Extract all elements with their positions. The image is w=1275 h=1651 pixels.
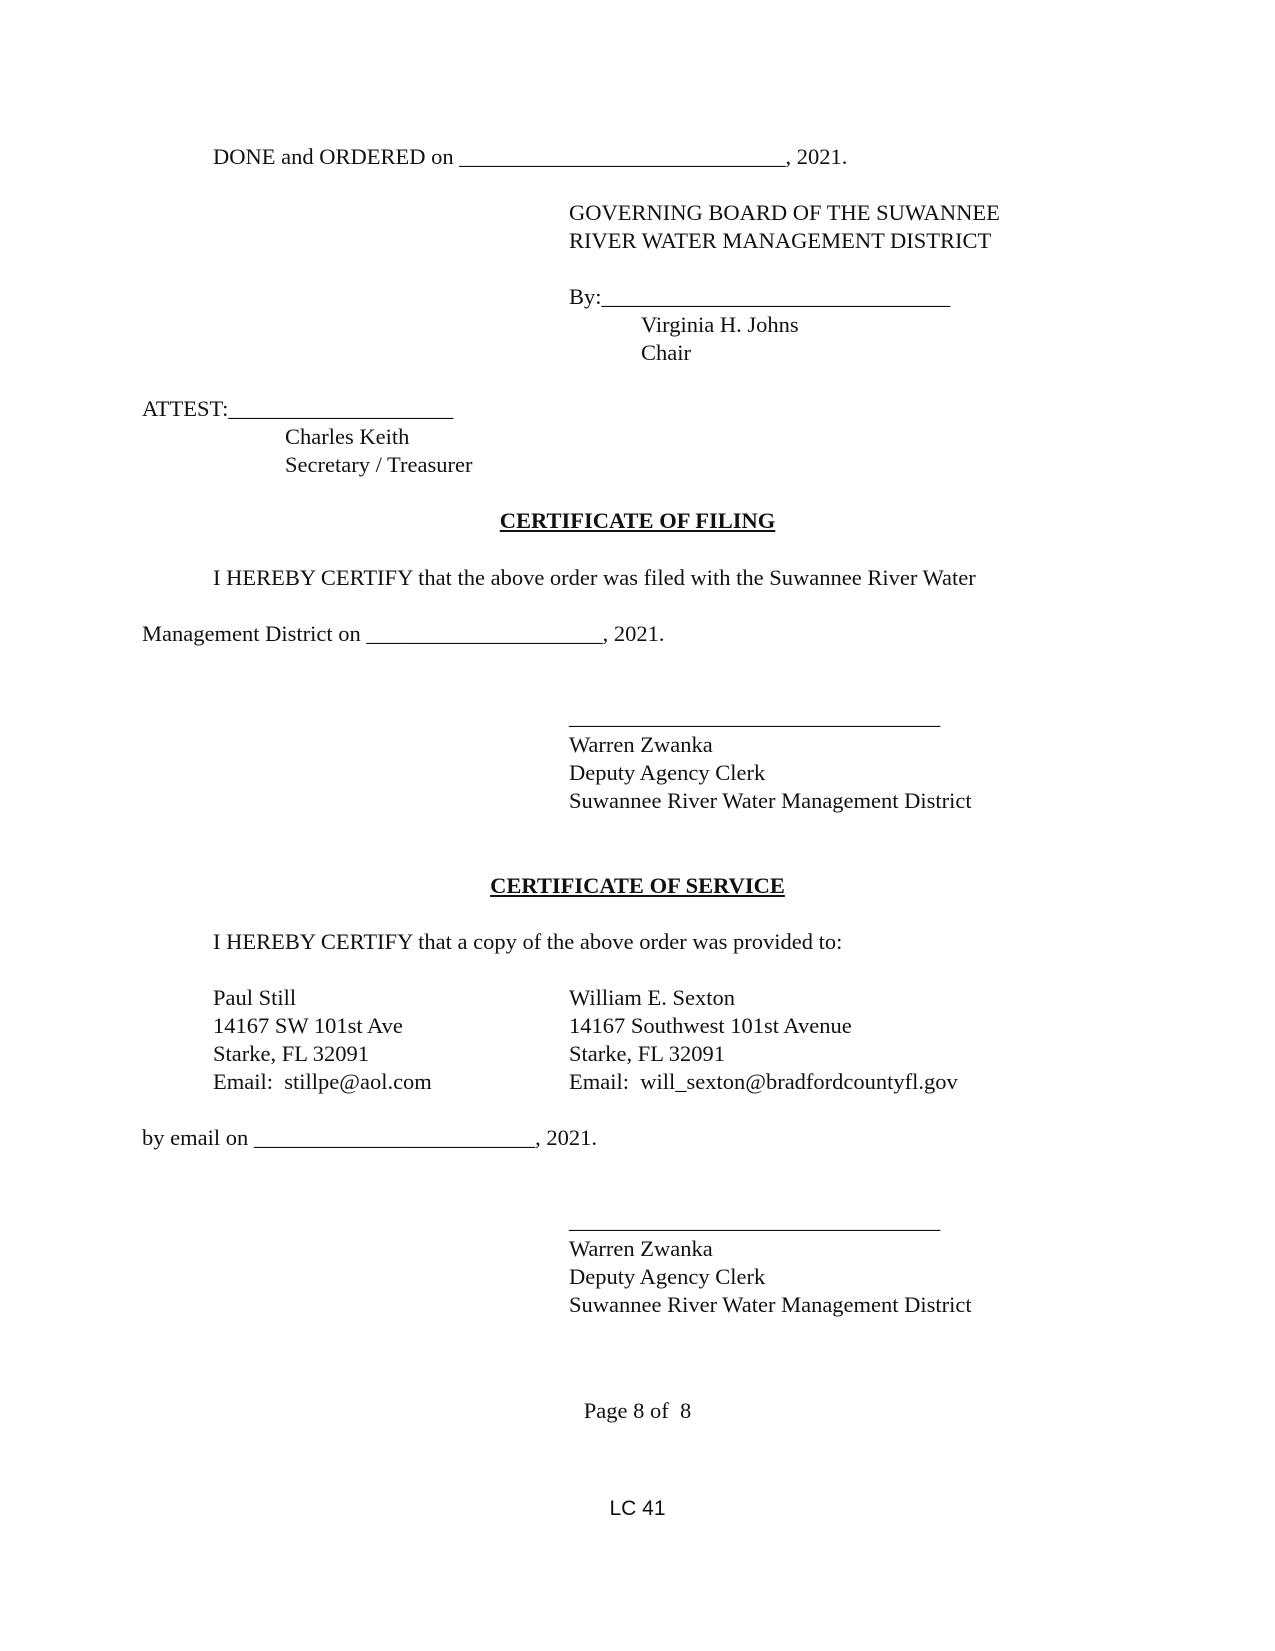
attest-title: Secretary / Treasurer <box>285 452 473 477</box>
filing-text-line1: I HEREBY CERTIFY that the above order was filed with the Suwannee River Water <box>213 565 976 590</box>
board-name-line1: GOVERNING BOARD OF THE SUWANNEE <box>569 200 1000 225</box>
board-name-line2: RIVER WATER MANAGEMENT DISTRICT <box>569 228 992 253</box>
done-ordered-line: DONE and ORDERED on _____________________________, 2021. <box>213 144 848 169</box>
recipient-street: 14167 Southwest 101st Avenue <box>569 1013 852 1038</box>
board-signer-title: Chair <box>641 340 691 365</box>
recipient-street: 14167 SW 101st Ave <box>213 1013 403 1038</box>
filing-signer-name: Warren Zwanka <box>569 732 713 757</box>
service-signer-org: Suwannee River Water Management District <box>569 1292 972 1317</box>
filing-signer-title: Deputy Agency Clerk <box>569 760 766 785</box>
recipient-name: William E. Sexton <box>569 985 735 1010</box>
attest-signature-line: ATTEST:____________________ <box>142 396 454 421</box>
recipient-name: Paul Still <box>213 985 297 1010</box>
service-text: I HEREBY CERTIFY that a copy of the above order was provided to: <box>213 929 843 954</box>
recipient-city: Starke, FL 32091 <box>213 1041 370 1066</box>
page-number: Page 8 of 8 <box>583 1398 692 1423</box>
board-signer-name: Virginia H. Johns <box>641 312 799 337</box>
service-heading: CERTIFICATE OF SERVICE <box>490 873 785 898</box>
board-signature-line: By:_______________________________ <box>569 284 951 309</box>
service-signer-name: Warren Zwanka <box>569 1236 713 1261</box>
filing-signature-line: _________________________________ <box>569 704 941 729</box>
filing-heading: CERTIFICATE OF FILING <box>499 508 776 533</box>
attest-name: Charles Keith <box>285 424 410 449</box>
service-signature-line: _________________________________ <box>569 1208 941 1233</box>
recipient-email: Email: will_sexton@bradfordcountyfl.gov <box>569 1069 958 1094</box>
recipient-email: Email: stillpe@aol.com <box>213 1069 432 1094</box>
recipient-city: Starke, FL 32091 <box>569 1041 726 1066</box>
document-code: LC 41 <box>609 1497 666 1520</box>
by-email-line: by email on _________________________, 2021. <box>142 1125 597 1150</box>
filing-signer-org: Suwannee River Water Management District <box>569 788 972 813</box>
filing-text-line2: Management District on _____________________, 2021. <box>142 621 665 646</box>
service-signer-title: Deputy Agency Clerk <box>569 1264 766 1289</box>
